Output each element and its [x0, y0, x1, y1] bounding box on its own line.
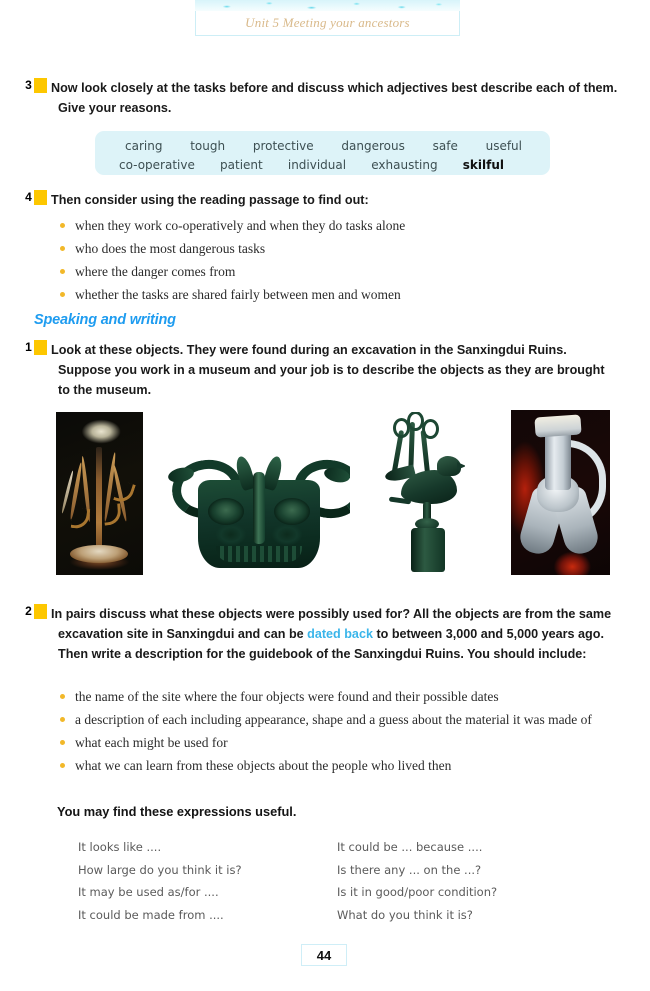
list-item: who does the most dangerous tasks — [58, 237, 618, 260]
expression-item: How large do you think it is? — [78, 862, 242, 877]
adjective-patient[interactable]: patient — [220, 157, 263, 172]
bird-pedestal — [411, 528, 445, 572]
expression-item: Is it in good/poor condition? — [337, 885, 498, 899]
speaking-exercise-2-number: 2 — [34, 604, 47, 619]
bronze-tree-sculpture-image — [56, 412, 143, 575]
exercise-4-bullet-list — [58, 214, 618, 306]
expressions-right-column — [337, 836, 497, 926]
adjective-safe[interactable]: safe — [432, 138, 458, 153]
exercise-4-number: 4 — [34, 190, 47, 205]
tree-trunk — [96, 447, 102, 555]
list-item: the name of the site where the four objects were found and their possible dates — [58, 685, 624, 708]
tree-leaf-hook — [71, 507, 91, 530]
mask-nose-ridge — [253, 472, 265, 544]
exercise-4-text: Then consider using the reading passage to find out: — [51, 193, 369, 207]
adjective-skilful[interactable]: skilful — [462, 157, 504, 172]
exercise-3-text: Now look closely at the tasks before and discuss which adjectives best describe each of them. Give your reasons. — [51, 81, 618, 115]
speaking-exercise-1-number: 1 — [34, 340, 47, 355]
adjective-tough[interactable]: tough — [190, 138, 226, 153]
page-number: 44 — [301, 944, 347, 966]
expression-item: It looks like .... — [78, 840, 162, 854]
adjective-exhausting[interactable]: exhausting — [371, 157, 438, 172]
speaking-exercise-2-bullet-list — [58, 685, 624, 777]
jade-vessel-image — [511, 410, 610, 575]
banner-box — [195, 11, 460, 36]
mask-mouth — [216, 546, 302, 562]
bird-beak — [457, 462, 465, 470]
vessel-cap — [534, 414, 581, 437]
list-item: a description of each including appearance, shape and a guess about the material it was made of — [58, 708, 624, 731]
speaking-exercise-2-text-part1: In pairs discuss what these objects were possibly used for? All the objects are from the same excavation site in Sanxingdui and can be — [51, 607, 612, 641]
adjective-individual[interactable]: individual — [287, 157, 347, 172]
adjective-co-operative[interactable]: co-operative — [119, 157, 195, 172]
speaking-exercise-2-text-part2: to between 3,000 and 5,000 years ago. Then write a description for the guidebook of the Sanxingdui Ruins. You should include: — [58, 627, 604, 661]
adjectives-box — [95, 131, 550, 175]
bronze-bird-figure-image — [385, 412, 465, 574]
expression-item: What do you think it is? — [337, 907, 473, 922]
expression-item: It could be made from .... — [78, 907, 224, 922]
exercise-3 — [25, 78, 618, 118]
speaking-exercise-1 — [25, 340, 618, 400]
mask-eye — [274, 498, 310, 525]
list-item: what each might be used for — [58, 731, 624, 754]
bird-plume-ring — [422, 419, 439, 439]
mask-eye — [208, 498, 244, 525]
exercise-3-line — [25, 78, 618, 118]
speaking-exercise-1-line — [25, 340, 618, 400]
adjectives-row-1 — [111, 136, 534, 155]
speaking-exercise-1-text: Look at these objects. They were found during an excavation in the Sanxingdui Ruins. Suppose you work in a museum and your job is to describe the objects as they are brought to the museum. — [51, 343, 605, 397]
expression-item: It may be used as/for .... — [78, 885, 219, 899]
adjective-protective[interactable]: protective — [252, 138, 314, 153]
adjective-useful[interactable]: useful — [485, 138, 522, 153]
adjectives-row-2 — [111, 155, 534, 174]
adjective-dangerous[interactable]: dangerous — [341, 138, 405, 153]
speaking-exercise-2 — [25, 604, 618, 664]
tree-leaf-hook — [103, 503, 121, 525]
expressions-heading: You may find these expressions useful. — [57, 804, 297, 819]
list-item: when they work co-operatively and when they do tasks alone — [58, 214, 618, 237]
list-item: what we can learn from these objects about the people who lived then — [58, 754, 624, 777]
expression-item: It could be ... because .... — [337, 840, 483, 854]
exercise-4-line — [25, 190, 618, 210]
exercise-3-number: 3 — [34, 78, 47, 93]
adjective-caring[interactable]: caring — [125, 138, 163, 153]
unit-title: Unit 5 Meeting your ancestors — [245, 15, 410, 30]
speaking-exercise-2-line — [25, 604, 618, 664]
list-item: where the danger comes from — [58, 260, 618, 283]
expression-item: Is there any ... on the ...? — [337, 862, 482, 877]
exercise-4 — [25, 190, 618, 210]
highlighted-phrase-dated-back: dated back — [307, 627, 373, 641]
tree-base — [70, 545, 128, 563]
banner-texture — [195, 0, 460, 11]
unit-banner — [195, 0, 460, 37]
list-item: whether the tasks are shared fairly between men and women — [58, 283, 618, 306]
bronze-mask-image — [168, 450, 350, 572]
section-heading-speaking-and-writing: Speaking and writing — [34, 312, 176, 328]
expressions-left-column — [78, 836, 242, 926]
